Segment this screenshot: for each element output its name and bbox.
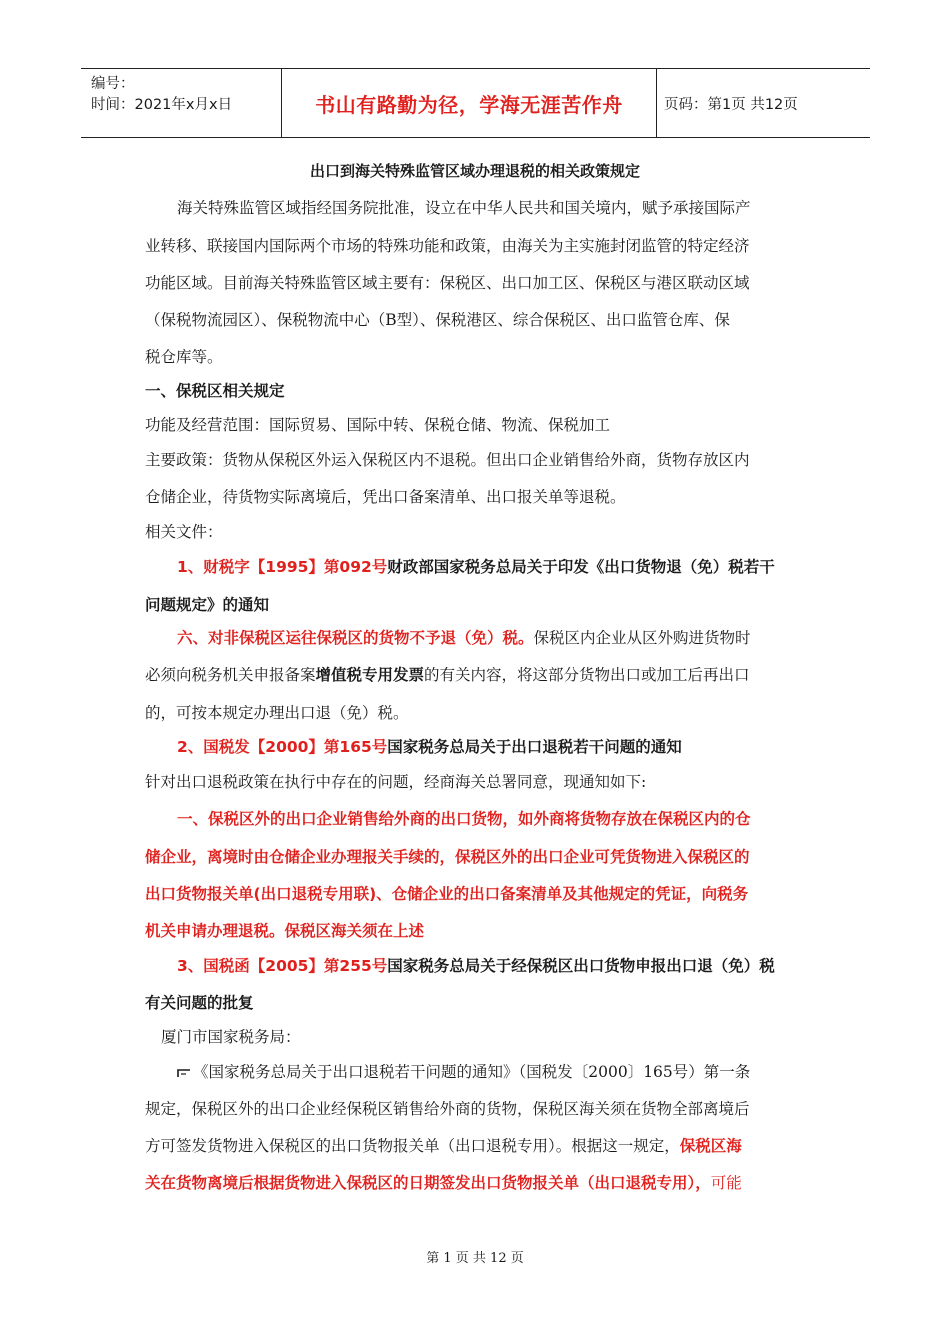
reply-text-red: 可能: [710, 1174, 742, 1192]
header-motto: 书山有路勤为径，学海无涯苦作舟: [281, 69, 657, 137]
intro-line: 功能区域。目前海关特殊监管区域主要有：保税区、出口加工区、保税区与港区联动区域: [145, 274, 750, 292]
intro-line: 税仓库等。: [145, 348, 223, 366]
policy-line: 主要政策：货物从保税区外运入保税区内不退税。但出口企业销售给外商，货物存放区内: [145, 451, 750, 469]
file3-title-cont: 有关问题的批复: [145, 994, 254, 1012]
reply-line: [145, 1173, 742, 1193]
intro-line: 海关特殊监管区域指经国务院批准，设立在中华人民共和国关境内，赋予承接国际产: [177, 199, 751, 217]
reply-highlight: 关在货物离境后根据货物进入保税区的日期签发出口货物报关单（出口退税专用），: [145, 1174, 711, 1192]
doc-time-label: 时间：2021年x月x日: [91, 97, 233, 113]
section-heading: 一、保税区相关规定: [145, 382, 285, 400]
page-header: [81, 68, 870, 138]
file3-ref: 3、国税函【2005】第255号: [177, 957, 388, 975]
intro-line: 业转移、联接国内国际两个市场的特殊功能和政策，由海关为主实施封闭监管的特定经济: [145, 237, 750, 255]
related-files-label: 相关文件：: [145, 523, 223, 541]
file1-title-cont: 问题规定》的通知: [145, 596, 270, 614]
file1-title: 财政部国家税务总局关于印发《出口货物退（免）税若干: [387, 558, 775, 576]
item6-text: 的有关内容，将这部分货物出口或加工后再出口: [424, 666, 750, 684]
item6-text: 必须向税务机关申报备案: [145, 666, 316, 684]
file3-line: [177, 956, 775, 976]
doc-number-label: 编号：: [91, 76, 135, 92]
file1-line: [177, 557, 775, 577]
reply-text: 《国家税务总局关于出口退税若干问题的通知》（国税发〔2000〕165号）第一条: [193, 1063, 751, 1081]
bracket-mark: [177, 1062, 193, 1082]
item6-heading: 六、对非保税区运往保税区的货物不予退（免）税。: [177, 629, 534, 647]
doc-title: 出口到海关特殊监管区域办理退税的相关政策规定: [309, 162, 640, 180]
file2-line: [177, 737, 682, 757]
point1-line: 一、保税区外的出口企业销售给外商的出口货物，如外商将货物存放在保税区内的仓: [177, 810, 751, 828]
item6-line: [145, 665, 750, 685]
header-page-info: 页码：第1页 共12页: [664, 96, 798, 113]
point1-line: 出口货物报关单(出口退税专用联)、仓储企业的出口备案清单及其他规定的凭证，向税务: [145, 885, 749, 903]
file2-title: 国家税务总局关于出口退税若干问题的通知: [387, 738, 682, 756]
item6-line: [177, 628, 751, 648]
item6-line: 的，可按本规定办理出口退（免）税。: [145, 704, 409, 722]
reply-line: 规定，保税区外的出口企业经保税区销售给外商的货物，保税区海关须在货物全部离境后: [145, 1100, 750, 1118]
item6-bold-term: 增值税专用发票: [315, 666, 425, 684]
notice-intro: 针对出口退税政策在执行中存在的问题，经商海关总署同意，现通知如下:: [145, 773, 647, 791]
file1-ref: 1、财税字【1995】第092号: [177, 558, 388, 576]
reply-highlight: 保税区海: [679, 1137, 742, 1155]
header-meta: [81, 69, 281, 137]
addressee: 厦门市国家税务局：: [161, 1028, 301, 1046]
reply-text: 方可签发货物进入保税区的出口货物报关单（出口退税专用）。根据这一规定，: [145, 1137, 680, 1155]
file2-ref: 2、国税发【2000】第165号: [177, 738, 388, 756]
scope-line: 功能及经营范围：国际贸易、国际中转、保税仓储、物流、保税加工: [145, 416, 611, 434]
policy-line: 仓储企业，待货物实际离境后，凭出口备案清单、出口报关单等退税。: [145, 488, 626, 506]
point1-line: 机关申请办理退税。保税区海关须在上述: [145, 922, 425, 940]
page-footer: 第 1 页 共 12 页: [426, 1251, 524, 1266]
file3-title: 国家税务总局关于经保税区出口货物申报出口退（免）税: [387, 957, 775, 975]
reply-line: [145, 1136, 742, 1156]
item6-text: 保税区内企业从区外购进货物时: [533, 629, 751, 647]
intro-line: （保税物流园区）、保税物流中心（B型）、保税港区、综合保税区、出口监管仓库、保: [145, 311, 730, 329]
point1-line: 储企业，离境时由仓储企业办理报关手续的，保税区外的出口企业可凭货物进入保税区的: [145, 848, 750, 866]
reply-line: [177, 1062, 750, 1082]
